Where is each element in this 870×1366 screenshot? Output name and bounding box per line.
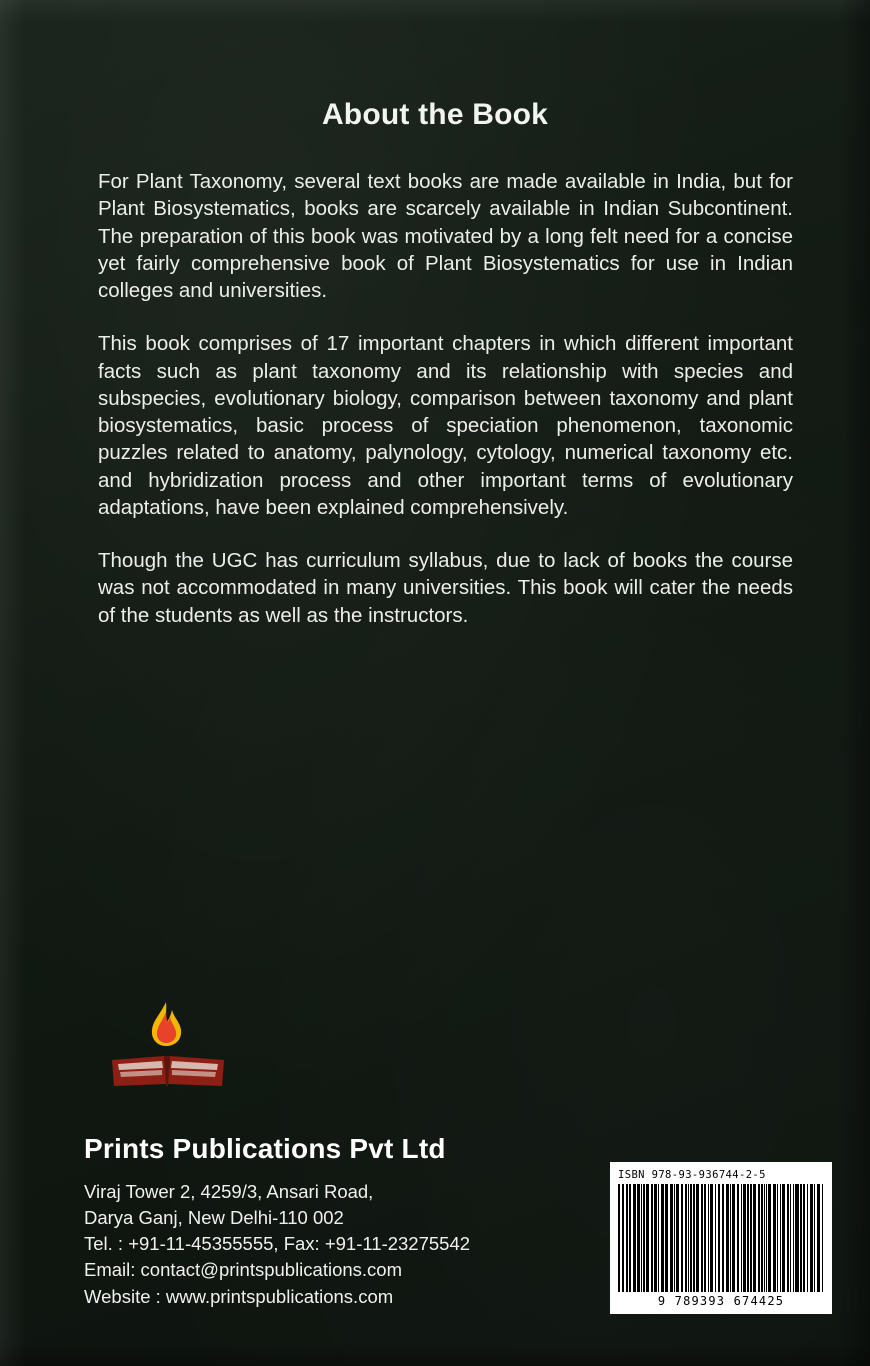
- publisher-phone-line: Tel. : +91-11-45355555, Fax: +91-11-23275542: [84, 1233, 471, 1255]
- barcode-bars: [618, 1184, 824, 1292]
- cover-edge-highlight-left: [0, 0, 26, 1366]
- blurb-paragraph: Though the UGC has curriculum syllabus, due to lack of books the course was not accommodated in many universities. This book will cater the needs of the students as well as the instructors.: [98, 549, 793, 627]
- blurb-paragraph: This book comprises of 17 important chapters in which different important facts such as plant taxonomy and its relationship with species and subspecies, evolutionary biology, comparison between taxonomy and plant biosystematics, basic process of speciation phenomenon, taxonomic puzzles related to anatomy, palynology, cytology, numerical taxonomy etc. and hybridization process and other important terms of evolutionary adaptations, have been explained comprehensively.: [98, 332, 793, 519]
- publisher-email-line: Email: contact@printspublications.com: [84, 1259, 402, 1281]
- about-the-book-text: [98, 168, 793, 629]
- cover-edge-highlight-top: [0, 0, 870, 22]
- about-the-book-heading: About the Book: [321, 98, 549, 131]
- barcode-digits: 9 789393 674425: [657, 1294, 785, 1308]
- blurb-paragraph: For Plant Taxonomy, several text books are made available in India, but for Plant Biosystematics, books are scarcely available in Indian Subcontinent. The preparation of this book was motivated by a long felt need for a concise yet fairly comprehensive book of Plant Biosystematics for use in Indian colleges and universities.: [98, 170, 793, 302]
- cover-edge-shadow-right: [840, 0, 870, 1366]
- publisher-block: [84, 1133, 604, 1310]
- publisher-name: Prints Publications Pvt Ltd: [84, 1132, 446, 1164]
- isbn-barcode: [610, 1162, 832, 1314]
- flame-over-open-book-icon: [104, 998, 234, 1098]
- cover-edge-shadow-bottom: [0, 1340, 870, 1366]
- publisher-address-line: Viraj Tower 2, 4259/3, Ansari Road,: [84, 1180, 374, 1202]
- isbn-label: ISBN 978-93-936744-2-5: [618, 1169, 766, 1181]
- publisher-website-line: Website : www.printspublications.com: [84, 1285, 394, 1307]
- publisher-address-line: Darya Ganj, New Delhi-110 002: [84, 1206, 344, 1228]
